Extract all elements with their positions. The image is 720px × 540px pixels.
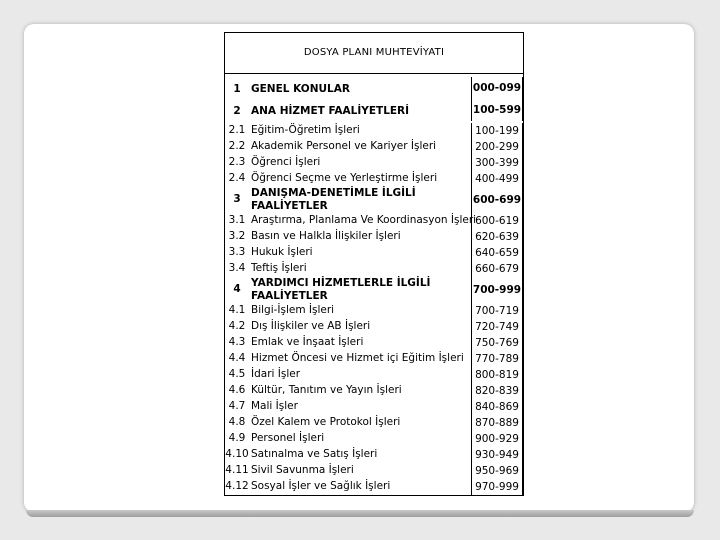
row-number: 2.4 xyxy=(228,172,246,184)
row-code-range: 840-869 xyxy=(471,399,523,415)
row-label: Hukuk İşleri xyxy=(251,246,313,258)
document-title: DOSYA PLANI MUHTEVİYATI xyxy=(303,47,445,58)
row-code-range: 750-769 xyxy=(471,335,523,351)
section-row xyxy=(225,99,523,121)
row-label: DANIŞMA-DENETİMLE İLGİLİ FAALİYETLER xyxy=(251,187,416,212)
row-label: Satınalma ve Satış İşleri xyxy=(251,448,378,460)
row-number: 4.2 xyxy=(228,320,246,332)
row-label: Bilgi-İşlem İşleri xyxy=(251,304,335,316)
table-row xyxy=(225,319,523,335)
row-code-range: 930-949 xyxy=(471,447,523,463)
row-label: Özel Kalem ve Protokol İşleri xyxy=(251,416,401,428)
table-row xyxy=(225,139,523,155)
table-row xyxy=(225,479,523,495)
row-label: Akademik Personel ve Kariyer İşleri xyxy=(251,140,437,152)
row-code-range: 700-999 xyxy=(471,277,523,303)
table-row xyxy=(225,123,523,139)
row-code-range: 620-639 xyxy=(471,229,523,245)
table-row xyxy=(225,171,523,187)
row-label: Personel İşleri xyxy=(251,432,325,444)
row-number: 4.1 xyxy=(228,304,246,316)
row-code-range: 200-299 xyxy=(471,139,523,155)
row-number: 3.1 xyxy=(228,214,246,226)
row-code-range: 900-929 xyxy=(471,431,523,447)
row-code-range: 600-619 xyxy=(471,213,523,229)
row-label: Kültür, Tanıtım ve Yayın İşleri xyxy=(251,384,402,396)
row-label: Mali İşler xyxy=(251,400,298,412)
file-plan-table xyxy=(224,32,524,496)
row-code-range: 700-719 xyxy=(471,303,523,319)
row-number: 2.2 xyxy=(228,140,246,152)
row-label: Sosyal İşler ve Sağlık İşleri xyxy=(251,480,391,492)
table-row xyxy=(225,261,523,277)
row-number: 4.12 xyxy=(225,480,249,492)
row-label: Öğrenci Seçme ve Yerleştirme İşleri xyxy=(251,172,438,184)
row-code-range: 720-749 xyxy=(471,319,523,335)
row-number: 4.4 xyxy=(228,352,246,364)
row-code-range: 870-889 xyxy=(471,415,523,431)
table-row xyxy=(225,383,523,399)
table-row xyxy=(225,351,523,367)
row-number: 2.3 xyxy=(228,156,246,168)
row-code-range: 770-789 xyxy=(471,351,523,367)
slide-bottom-bar xyxy=(26,510,694,517)
row-label: Öğrenci İşleri xyxy=(251,156,321,168)
section-row xyxy=(225,277,523,303)
row-number: 2 xyxy=(233,105,241,117)
table-row xyxy=(225,245,523,261)
row-label: Sivil Savunma İşleri xyxy=(251,464,354,476)
table-row xyxy=(225,367,523,383)
row-label: Emlak ve İnşaat İşleri xyxy=(251,336,364,348)
row-code-range: 100-199 xyxy=(471,123,523,139)
row-code-range: 100-599 xyxy=(471,99,523,121)
row-label: GENEL KONULAR xyxy=(251,83,350,95)
table-row xyxy=(225,303,523,319)
row-label: YARDIMCI HİZMETLERLE İLGİLİ FAALİYETLER xyxy=(251,277,431,302)
row-code-range: 000-099 xyxy=(471,77,523,99)
row-number: 3 xyxy=(233,193,241,205)
row-code-range: 970-999 xyxy=(471,479,523,495)
row-label: Araştırma, Planlama Ve Koordinasyon İşleri xyxy=(251,214,477,226)
table-row xyxy=(225,155,523,171)
row-number: 3.2 xyxy=(228,230,246,242)
row-number: 4.6 xyxy=(228,384,246,396)
row-number: 4 xyxy=(233,283,241,295)
row-number: 2.1 xyxy=(228,124,246,136)
row-code-range: 400-499 xyxy=(471,171,523,187)
table-row xyxy=(225,415,523,431)
row-label: İdari İşler xyxy=(251,368,301,380)
row-number: 1 xyxy=(233,83,241,95)
table-row xyxy=(225,229,523,245)
table-row xyxy=(225,399,523,415)
row-number: 4.10 xyxy=(225,448,249,460)
row-label: Basın ve Halkla İlişkiler İşleri xyxy=(251,230,401,242)
table-row xyxy=(225,463,523,479)
row-number: 4.7 xyxy=(228,400,246,412)
row-label: Eğitim-Öğretim İşleri xyxy=(251,124,360,136)
section-row xyxy=(225,77,523,99)
row-label: Teftiş İşleri xyxy=(251,262,307,274)
table-row xyxy=(225,213,523,229)
row-label: ANA HİZMET FAALİYETLERİ xyxy=(251,105,410,117)
row-code-range: 950-969 xyxy=(471,463,523,479)
row-code-range: 300-399 xyxy=(471,155,523,171)
row-label: Hizmet Öncesi ve Hizmet içi Eğitim İşleri xyxy=(251,352,464,364)
table-row xyxy=(225,431,523,447)
row-number: 4.9 xyxy=(228,432,246,444)
row-number: 4.8 xyxy=(228,416,246,428)
row-number: 4.3 xyxy=(228,336,246,348)
row-code-range: 640-659 xyxy=(471,245,523,261)
row-code-range: 800-819 xyxy=(471,367,523,383)
title-box xyxy=(225,33,523,74)
row-number: 4.11 xyxy=(225,464,249,476)
row-label: Dış İlişkiler ve AB İşleri xyxy=(251,320,371,332)
row-code-range: 660-679 xyxy=(471,261,523,277)
row-number: 3.4 xyxy=(228,262,246,274)
row-number: 4.5 xyxy=(228,368,246,380)
row-code-range: 820-839 xyxy=(471,383,523,399)
section-row xyxy=(225,187,523,213)
row-code-range: 600-699 xyxy=(471,187,523,213)
table-row xyxy=(225,447,523,463)
row-number: 3.3 xyxy=(228,246,246,258)
table-row xyxy=(225,335,523,351)
